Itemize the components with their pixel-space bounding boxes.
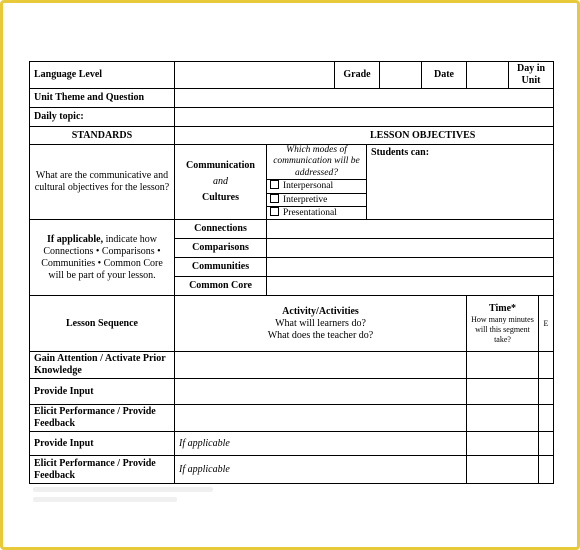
daily-topic-label: Daily topic: <box>30 108 175 127</box>
unit-theme-field[interactable] <box>175 89 554 108</box>
standards-table <box>29 126 554 296</box>
time-subtext: How many minutes will this segment take? <box>471 315 534 344</box>
day-in-unit-label: Day in Unit <box>509 62 554 89</box>
checkbox-icon[interactable] <box>270 180 279 189</box>
date-label: Date <box>422 62 467 89</box>
connections-label: Connections <box>175 220 267 239</box>
modes-table <box>267 145 366 219</box>
standards-heading: STANDARDS <box>30 127 175 145</box>
language-level-label: Language Level <box>30 62 175 89</box>
connections-field[interactable] <box>267 220 554 239</box>
applicable-prompt: If applicable, indicate how Connections • Comparisons • Communities • Common Core will be part of your lesson. <box>30 220 175 296</box>
and-label: and <box>213 176 228 188</box>
sequence-row-label: Provide Input <box>30 432 175 456</box>
standards-prompt: What are the communicative and cultural objectives for the lesson? <box>30 145 175 220</box>
unit-theme-label: Unit Theme and Question <box>30 89 175 108</box>
comparisons-field[interactable] <box>267 239 554 258</box>
sequence-row-activity[interactable] <box>175 405 467 432</box>
daily-topic-field[interactable] <box>175 108 554 127</box>
sequence-table <box>29 295 554 484</box>
lesson-plan-sheet <box>29 61 553 484</box>
faded-footnote <box>33 487 213 509</box>
modes-question: Which modes of communication will be addressed? <box>267 145 366 180</box>
sequence-row-extra[interactable] <box>539 432 554 456</box>
sequence-row-time[interactable] <box>467 432 539 456</box>
communities-label: Communities <box>175 258 267 277</box>
communities-field[interactable] <box>267 258 554 277</box>
sequence-row-time[interactable] <box>467 405 539 432</box>
time-heading: Time* <box>488 303 517 315</box>
mode-interpersonal[interactable]: Interpersonal <box>267 180 366 193</box>
sequence-row-time[interactable] <box>467 456 539 484</box>
sequence-row-label: Elicit Performance / Provide Feedback <box>30 405 175 432</box>
communication-label: Communication <box>186 160 255 172</box>
sequence-row-extra[interactable] <box>539 379 554 405</box>
students-can-field[interactable]: Students can: <box>367 145 554 220</box>
lesson-objectives-heading: LESSON OBJECTIVES <box>175 127 554 145</box>
extra-column-heading: E <box>539 296 554 352</box>
sequence-row-activity[interactable]: If applicable <box>175 456 467 484</box>
sequence-row-label: Provide Input <box>30 379 175 405</box>
sequence-row-activity[interactable]: If applicable <box>175 432 467 456</box>
sequence-row-activity[interactable] <box>175 352 467 379</box>
checkbox-icon[interactable] <box>270 194 279 203</box>
checkbox-icon[interactable] <box>270 207 279 216</box>
common-core-field[interactable] <box>267 277 554 296</box>
sequence-row-label: Gain Attention / Activate Prior Knowledge <box>30 352 175 379</box>
comparisons-label: Comparisons <box>175 239 267 258</box>
activity-question-2: What does the teacher do? <box>267 329 374 341</box>
sequence-row-time[interactable] <box>467 379 539 405</box>
sequence-row-extra[interactable] <box>539 352 554 379</box>
language-level-field[interactable] <box>175 62 335 89</box>
mode-interpretive[interactable]: Interpretive <box>267 193 366 206</box>
date-field[interactable] <box>467 62 509 89</box>
common-core-label: Common Core <box>175 277 267 296</box>
lesson-sequence-heading: Lesson Sequence <box>30 296 175 352</box>
grade-field[interactable] <box>380 62 422 89</box>
sequence-row-activity[interactable] <box>175 379 467 405</box>
sequence-row-extra[interactable] <box>539 456 554 484</box>
cultures-label: Cultures <box>201 192 240 204</box>
header-table <box>29 61 554 127</box>
activity-question-1: What will learners do? <box>275 317 366 329</box>
sequence-row-time[interactable] <box>467 352 539 379</box>
activity-heading: Activity/Activities <box>282 305 359 317</box>
sequence-row-extra[interactable] <box>539 405 554 432</box>
grade-label: Grade <box>335 62 380 89</box>
sequence-row-label: Elicit Performance / Provide Feedback <box>30 456 175 484</box>
mode-presentational[interactable]: Presentational <box>267 206 366 219</box>
